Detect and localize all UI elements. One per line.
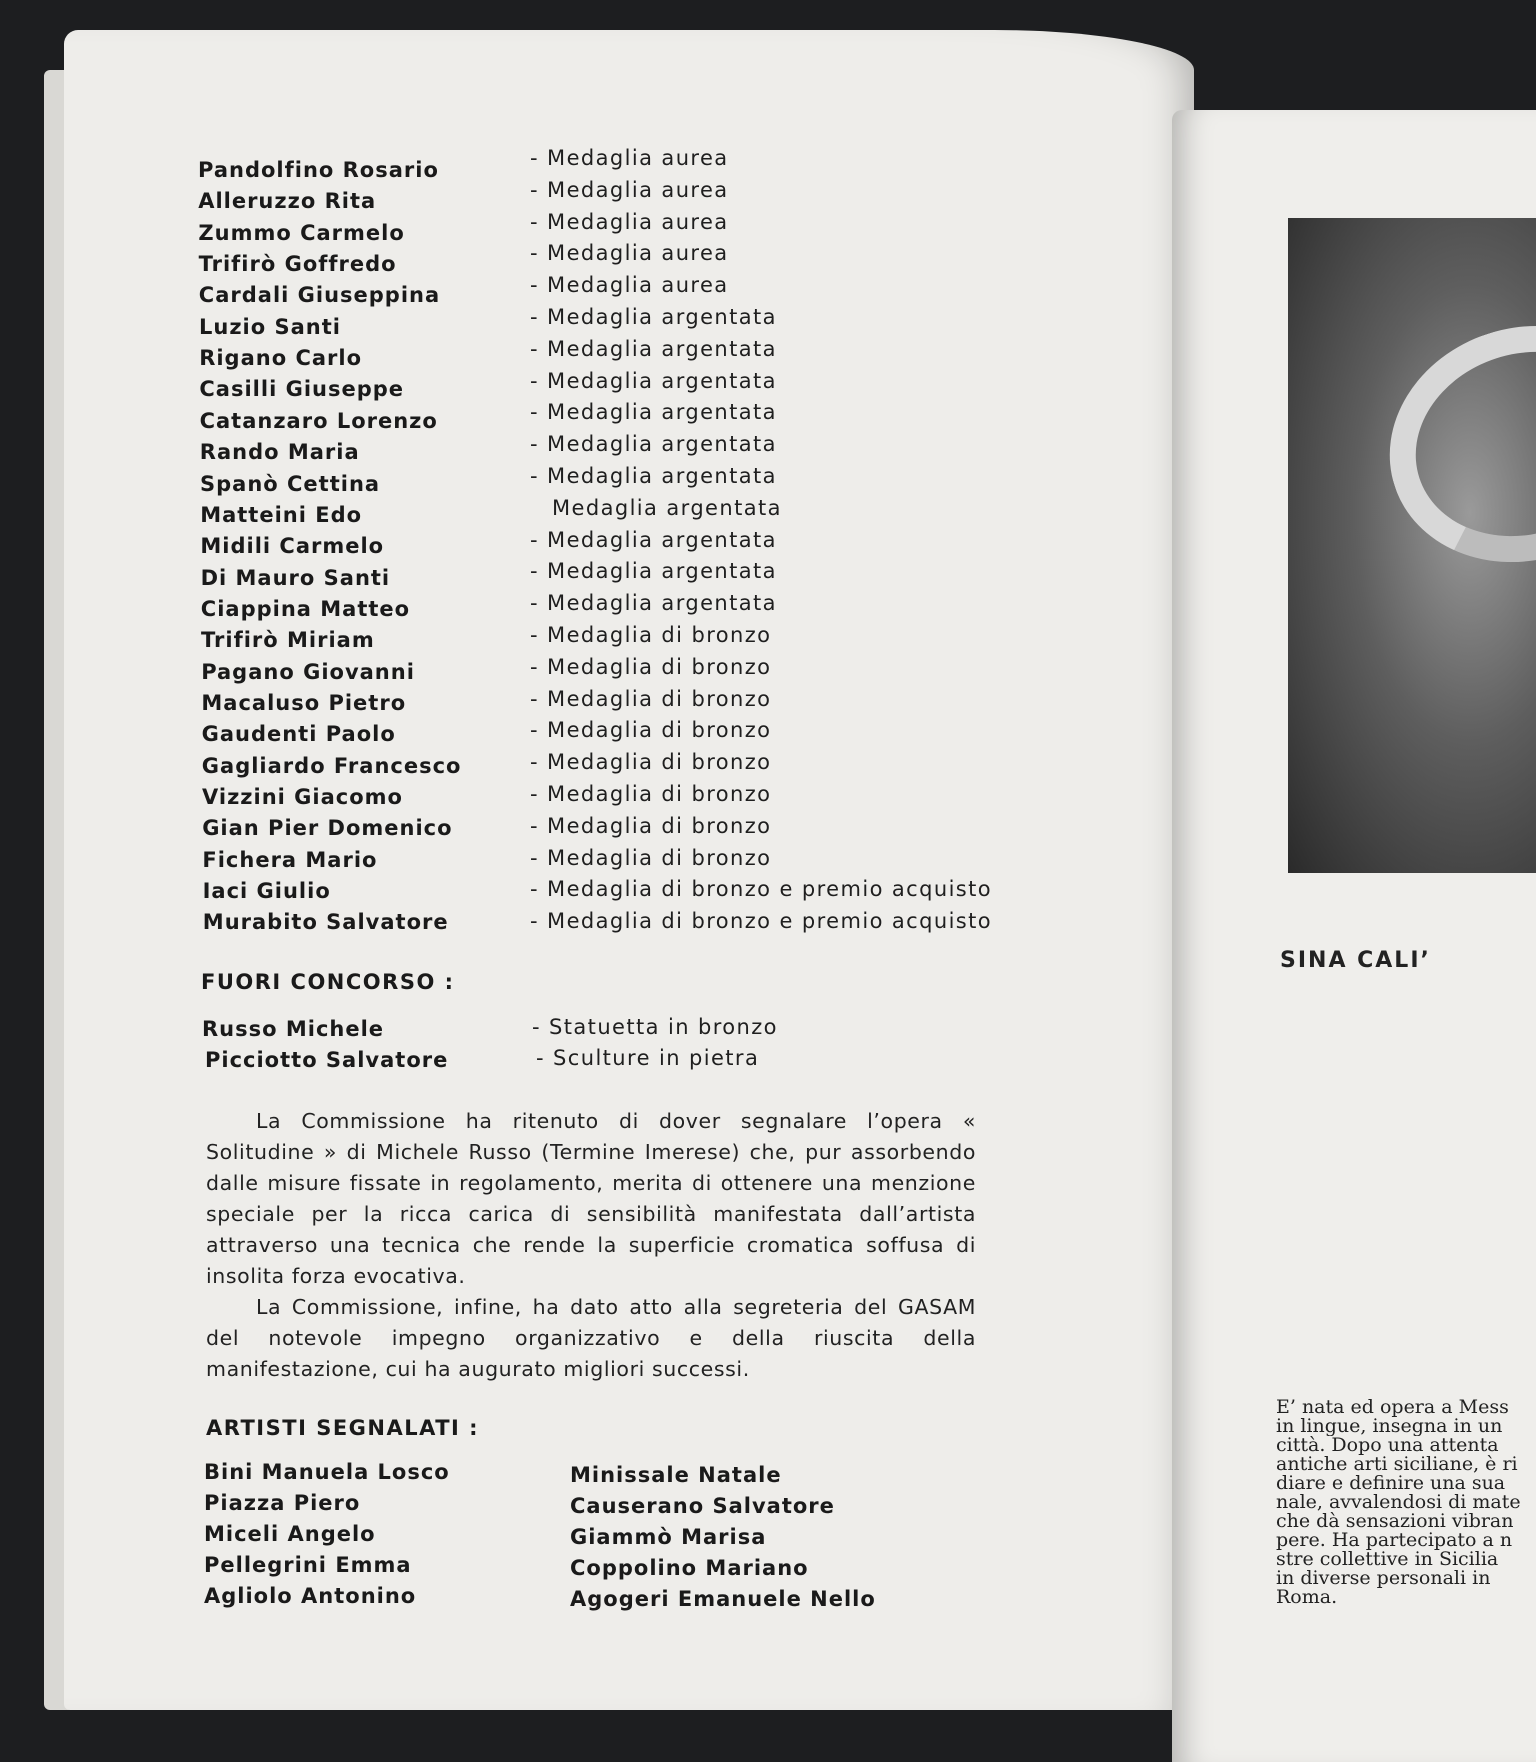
segnalato-artist-name: Coppolino Mariano — [570, 1556, 809, 1580]
award-recipient-name: Midili Carmelo — [200, 534, 385, 559]
award-type: - Medaglia aurea — [530, 146, 729, 170]
fuori-concorso-award: - Sculture in pietra — [536, 1046, 760, 1070]
segnalato-artist-name: Pellegrini Emma — [204, 1553, 412, 1577]
award-recipient-name: Ciappina Matteo — [200, 596, 411, 621]
bio-line: città. Dopo una attenta — [1276, 1436, 1499, 1455]
award-recipient-name: Pagano Giovanni — [201, 659, 415, 684]
fuori-concorso-name: Russo Michele — [202, 1017, 385, 1041]
award-type: - Medaglia di bronzo — [530, 718, 772, 743]
award-type: - Medaglia di bronzo — [530, 654, 772, 679]
award-type: - Medaglia argentata — [530, 336, 777, 361]
award-type: Medaglia argentata — [552, 495, 782, 520]
paragraph: La Commissione, infine, ha dato atto alla segreteria del GASAM del notevole impegno organizzativo e della riuscita della manifestazione, cui ha augurato migliori successi. — [206, 1295, 976, 1381]
bio-line: Roma. — [1276, 1588, 1338, 1607]
award-recipient-name: Alleruzzo Rita — [198, 189, 377, 214]
bio-line: diare e definire una sua — [1276, 1474, 1506, 1493]
award-type: - Medaglia di bronzo — [530, 782, 772, 806]
award-type: - Medaglia di bronzo e premio acquisto — [530, 877, 993, 902]
award-recipient-name: Cardali Giuseppina — [198, 283, 441, 308]
award-recipient-name: Catanzaro Lorenzo — [199, 408, 438, 433]
bio-line: che dà sensazioni vibran — [1276, 1512, 1514, 1531]
segnalato-artist-name: Agliolo Antonino — [204, 1584, 417, 1608]
award-recipient-name: Iaci Giulio — [202, 879, 331, 904]
artist-name: SINA CALI’ — [1280, 948, 1431, 973]
award-recipient-name: Pandolfino Rosario — [198, 158, 439, 182]
award-recipient-name: Vizzini Giacomo — [202, 785, 403, 809]
bio-line: in lingue, insegna in un — [1276, 1417, 1503, 1436]
fuori-concorso-heading: FUORI CONCORSO : — [201, 970, 455, 994]
segnalato-artist-name: Giammò Marisa — [570, 1525, 767, 1549]
award-type: - Medaglia argentata — [530, 400, 777, 425]
award-type: - Medaglia argentata — [530, 464, 777, 488]
bio-line: nale, avvalendosi di mate — [1276, 1493, 1521, 1512]
bio-line: in diverse personali in — [1276, 1569, 1491, 1588]
bio-line: E’ nata ed opera a Mess — [1276, 1398, 1509, 1417]
award-recipient-name: Trifirò Miriam — [201, 628, 375, 653]
award-type: - Medaglia argentata — [530, 368, 777, 393]
award-recipient-name: Macaluso Pietro — [201, 690, 407, 715]
artist-bio — [1276, 1398, 1536, 1607]
award-type: - Medaglia aurea — [530, 209, 729, 234]
commission-text — [206, 1106, 976, 1385]
award-type: - Medaglia di bronzo — [530, 686, 772, 711]
sculpture-shape — [1359, 292, 1536, 597]
award-recipient-name: Matteini Edo — [200, 502, 363, 527]
award-type: - Medaglia aurea — [530, 273, 729, 298]
award-recipient-name: Spanò Cettina — [200, 471, 381, 496]
segnalato-artist-name: Minissale Natale — [570, 1463, 782, 1487]
award-recipient-name: Di Mauro Santi — [200, 565, 391, 590]
artisti-segnalati-heading: ARTISTI SEGNALATI : — [206, 1416, 480, 1440]
award-recipient-name: Gian Pier Domenico — [202, 816, 453, 841]
award-type: - Medaglia aurea — [530, 241, 729, 266]
award-recipient-name: Casilli Giuseppe — [199, 377, 405, 402]
bio-line: antiche arti siciliane, è ri — [1276, 1455, 1518, 1474]
award-recipient-name: Murabito Salvatore — [202, 910, 449, 935]
segnalato-artist-name: Causerano Salvatore — [570, 1494, 835, 1518]
paragraph: La Commissione ha ritenuto di dover segnalare l’opera « Solitudine » di Michele Russo (Termine Imerese) che, pur assorbendo dalle misure fissate in regolamento, merita di ottenere una menzione speciale per la ricca carica di sensibilità manifestata dall’artista attraverso una tecnica che rende la superficie cromatica soffusa di insolita forza evocativa. — [206, 1109, 976, 1288]
award-type: - Medaglia aurea — [530, 177, 729, 202]
award-recipient-name: Gaudenti Paolo — [201, 722, 396, 747]
award-type: - Medaglia argentata — [530, 432, 777, 457]
segnalato-artist-name: Piazza Piero — [204, 1491, 361, 1515]
award-type: - Medaglia di bronzo — [530, 845, 772, 870]
award-type: - Medaglia di bronzo e premio acquisto — [530, 909, 993, 934]
award-recipient-name: Zummo Carmelo — [198, 220, 405, 245]
bio-line: stre collettive in Sicilia — [1276, 1550, 1499, 1569]
award-type: - Medaglia argentata — [530, 527, 777, 552]
fuori-concorso-name: Picciotto Salvatore — [205, 1048, 449, 1072]
segnalato-artist-name: Agogeri Emanuele Nello — [570, 1587, 876, 1611]
segnalato-artist-name: Bini Manuela Losco — [204, 1460, 450, 1484]
award-recipient-name: Fichera Mario — [202, 847, 378, 872]
sculpture-photo — [1288, 218, 1536, 873]
award-recipient-name: Luzio Santi — [199, 314, 341, 339]
fuori-concorso-award: - Statuetta in bronzo — [532, 1015, 778, 1039]
award-type: - Medaglia di bronzo — [530, 750, 772, 775]
award-type: - Medaglia argentata — [530, 591, 777, 616]
award-recipient-name: Trifirò Goffredo — [198, 252, 397, 277]
segnalato-artist-name: Miceli Angelo — [204, 1522, 376, 1546]
award-recipient-name: Gagliardo Francesco — [201, 753, 462, 778]
award-type: - Medaglia di bronzo — [530, 813, 772, 838]
bio-line: pere. Ha partecipato a n — [1276, 1531, 1513, 1550]
award-recipient-name: Rigano Carlo — [199, 346, 363, 371]
award-recipient-name: Rando Maria — [199, 440, 360, 465]
award-type: - Medaglia argentata — [530, 305, 777, 329]
award-type: - Medaglia di bronzo — [530, 623, 772, 647]
award-type: - Medaglia argentata — [530, 559, 777, 584]
